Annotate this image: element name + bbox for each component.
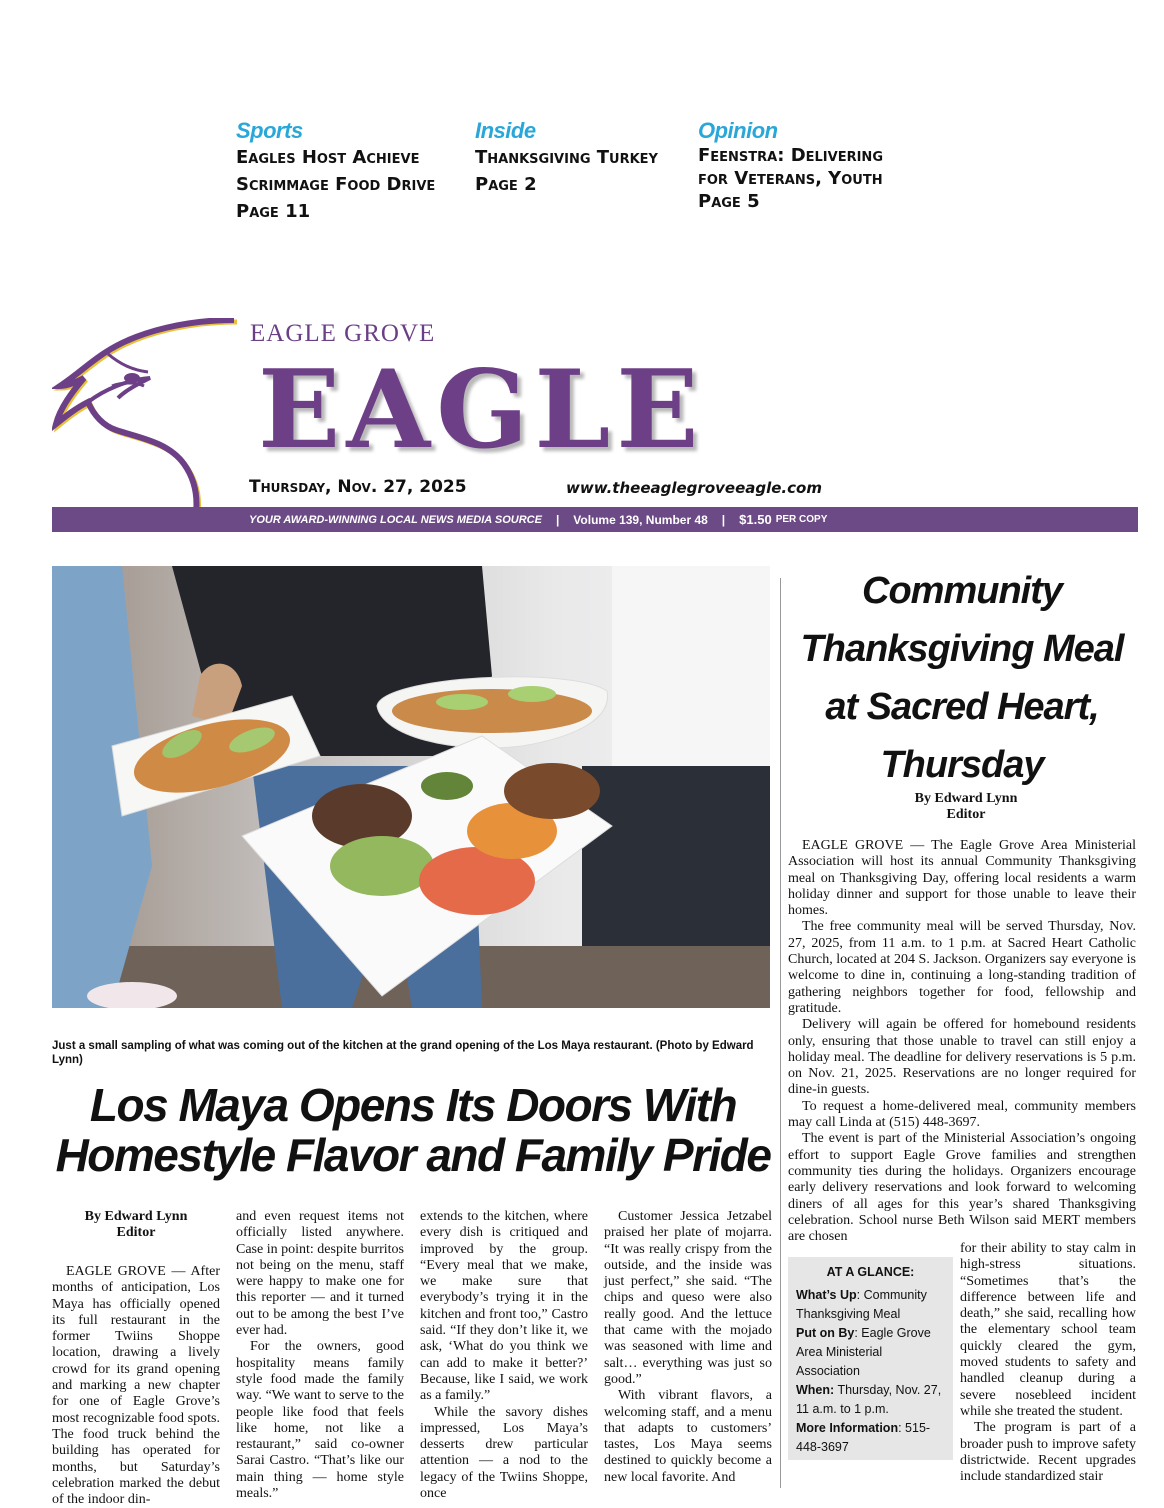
- main-headline-line: Los Maya Opens Its Doors With: [89, 1079, 737, 1131]
- teaser-inside[interactable]: [475, 118, 690, 198]
- price-suffix: PER COPY: [775, 514, 828, 525]
- glance-value: Community Thanksgiving Meal: [796, 1288, 927, 1321]
- glance-label: More Information: [796, 1421, 899, 1435]
- story-paragraph: extends to the kitchen, where every dish is critiqued and improved by the group. “Every meal that we make, we make sure that everybody’s trying it in the kitchen and front too,” Castro said. “If they don’t like it, we ask, ‘What do you think we can add to make it better?’ Because, like I said, we work as a family.”: [420, 1209, 588, 1404]
- main-story-col-2: [236, 1209, 404, 1502]
- issue-date: Thursday, Nov. 27, 2025: [249, 477, 467, 497]
- teaser-section-label: Opinion: [698, 118, 778, 143]
- glance-label: Put on By: [796, 1326, 855, 1340]
- glance-label: What’s Up: [796, 1288, 857, 1302]
- side-headline: [788, 562, 1136, 794]
- story-paragraph: While the savory dishes impressed, Los Maya’s desserts drew particular attention — a nod to the legacy of the Twiins Shoppe, once: [420, 1404, 588, 1502]
- glance-info: More Information: 515-448-3697: [796, 1421, 931, 1454]
- story-paragraph: and even request items not officially listed anywhere. Case in point: despite burritos not being on the menu, staff were happy to make one for this reporter — and it turned out to be among the best I’ve ever had.: [236, 1209, 404, 1339]
- side-byline: [788, 791, 1144, 823]
- story-paragraph: To request a home-delivered meal, community members may call Linda at (515) 448-3697.: [788, 1098, 1136, 1131]
- byline-name: By Edward Lynn: [914, 791, 1018, 806]
- side-headline-line: at Sacred Heart,: [825, 686, 1099, 728]
- side-headline-line: Community: [862, 570, 1062, 612]
- teaser-title: Feenstra: Delivering for Veterans, Youth: [698, 145, 883, 189]
- glance-value: Eagle Grove Area Ministerial Association: [796, 1326, 931, 1378]
- photo-caption: Just a small sampling of what was coming out of the kitchen at the grand opening of the Los Maya restaurant. (Photo by Edward Lynn): [52, 1040, 754, 1066]
- teaser-section-label: Sports: [236, 118, 303, 143]
- main-headline: [52, 1080, 774, 1180]
- masthead-bar: [52, 507, 1138, 532]
- bar-separator: |: [721, 512, 726, 527]
- at-a-glance-box: [788, 1257, 953, 1460]
- glance-whats-up: What’s Up: Community Thanksgiving Meal: [796, 1288, 927, 1321]
- story-paragraph: With vibrant flavors, a welcoming staff, and a menu that adapts to customers’ tastes, Los Maya seems destined to quickly become a new local favorite. And: [604, 1388, 772, 1485]
- eagle-logo-icon: [52, 318, 252, 513]
- glance-when: [796, 1381, 945, 1419]
- glance-value: Thursday, Nov. 27, 11 a.m. to 1 p.m.: [796, 1383, 942, 1416]
- side-headline-line: Thanksgiving Meal: [800, 628, 1124, 670]
- teaser-page: Page 5: [698, 191, 760, 212]
- story-paragraph: Customer Jessica Jetzabel praised her plate of mojarra. “It was really crispy from the outside, and the inside was just perfect,” she said. “The chips and queso were also really good. And the lettuce that came with the mojado was seasoned with lime and salt… everything was just so good.”: [604, 1209, 772, 1387]
- story-paragraph: The program is part of a broader push to improve safety districtwide. Recent upgrades include standardized stair: [960, 1420, 1136, 1485]
- side-story-body: [788, 838, 1136, 1245]
- tagline: YOUR AWARD-WINNING LOCAL NEWS MEDIA SOURCE: [249, 513, 542, 526]
- price: $1.50: [739, 512, 772, 527]
- byline-name: By Edward Lynn: [84, 1209, 188, 1224]
- story-paragraph: The event is part of the Ministerial Association’s ongoing effort to support Eagle Grove families and strengthen community ties during the holidays. Organizers encourage early delivery reservations and look forward to welcoming diners of all ages for this year’s shared Thanksgiving celebration. School nurse Beth Wilson said MERT members are chosen: [788, 1131, 1136, 1245]
- main-story-col-3: [420, 1209, 588, 1502]
- restaurant-food-photo[interactable]: [52, 566, 770, 1008]
- side-headline-line: Thursday: [880, 744, 1044, 786]
- story-paragraph: The free community meal will be served Thursday, Nov. 27, 2025, from 11 a.m. to 1 p.m. at Sacred Heart Catholic Church, located at 204 S. Jackson. Organizers say everyone is welcome to dine in, continuing a long-standing tradition of gathering neighbors together for food, fellowship and gratitude.: [788, 919, 1136, 1016]
- story-paragraph: For the owners, good hospitality means family style food made the family way. “We want to serve to the people like food that feels like home, not like a restaurant,” said co-owner Sarai Castro. “That’s like our main thing — home style meals.”: [236, 1339, 404, 1502]
- glance-put-on: Put on By: Eagle Grove Area Ministerial Association: [796, 1326, 931, 1378]
- main-headline-line: Homestyle Flavor and Family Pride: [55, 1129, 771, 1181]
- teaser-page: Page 2: [475, 174, 537, 195]
- masthead-small-title: EAGLE GROVE: [250, 320, 436, 347]
- story-paragraph: EAGLE GROVE — After months of anticipation, Los Maya has officially opened its full restaurant in the former Twiins Shoppe location, drawing a lively crowd for its grand opening and marking a new chapter for one of Eagle Grove’s most recognizable food spots. The food truck behind the building has operated for months, but Saturday’s celebration marked the debut of the indoor din-: [52, 1264, 220, 1508]
- glance-title: AT A GLANCE:: [826, 1265, 915, 1279]
- bar-separator: |: [555, 512, 560, 527]
- glance-value: 515-448-3697: [796, 1421, 931, 1454]
- masthead-big-title: EAGLE: [258, 347, 705, 473]
- glance-label: When:: [796, 1383, 835, 1397]
- teaser-title: Eagles Host Achieve Scrimmage Food Drive: [236, 147, 436, 195]
- main-story-col-1: [52, 1209, 220, 1508]
- main-story-col-4: [604, 1209, 772, 1486]
- story-paragraph: EAGLE GROVE — The Eagle Grove Area Ministerial Association will host its annual Community Thanksgiving meal on Thanksgiving Day, offering local residents a warm holiday dinner and support for those unable to leave their homes.: [788, 838, 1136, 919]
- story-paragraph: Delivery will again be offered for homebound residents only, ensuring that those unable to travel can still enjoy a holiday meal. The deadline for delivery reservations is 5 p.m. on Nov. 21, 2025. Reservations are no longer required for dine-in guests.: [788, 1017, 1136, 1098]
- volume-number: Volume 139, Number 48: [573, 512, 708, 527]
- column-divider: [780, 578, 781, 1488]
- byline-title: Editor: [946, 807, 986, 822]
- teaser-title: Thanksgiving Turkey: [475, 147, 658, 168]
- teaser-opinion[interactable]: [698, 118, 918, 213]
- byline-title: Editor: [116, 1225, 156, 1240]
- teaser-section-label: Inside: [475, 118, 536, 143]
- teaser-page: Page 11: [236, 201, 311, 222]
- story-paragraph: for their ability to stay calm in high-stress situations. “Sometimes that’s the difference between life and death,” she said, recalling how the elementary school team quickly cleared the gym, moved students to safety and handled cleanup during a severe nosebleed incident while she treated the student.: [960, 1241, 1136, 1419]
- website-link[interactable]: www.theeaglegroveeagle.com: [566, 479, 822, 497]
- teaser-sports[interactable]: [236, 118, 451, 225]
- side-story-body-continued: [960, 1241, 1136, 1485]
